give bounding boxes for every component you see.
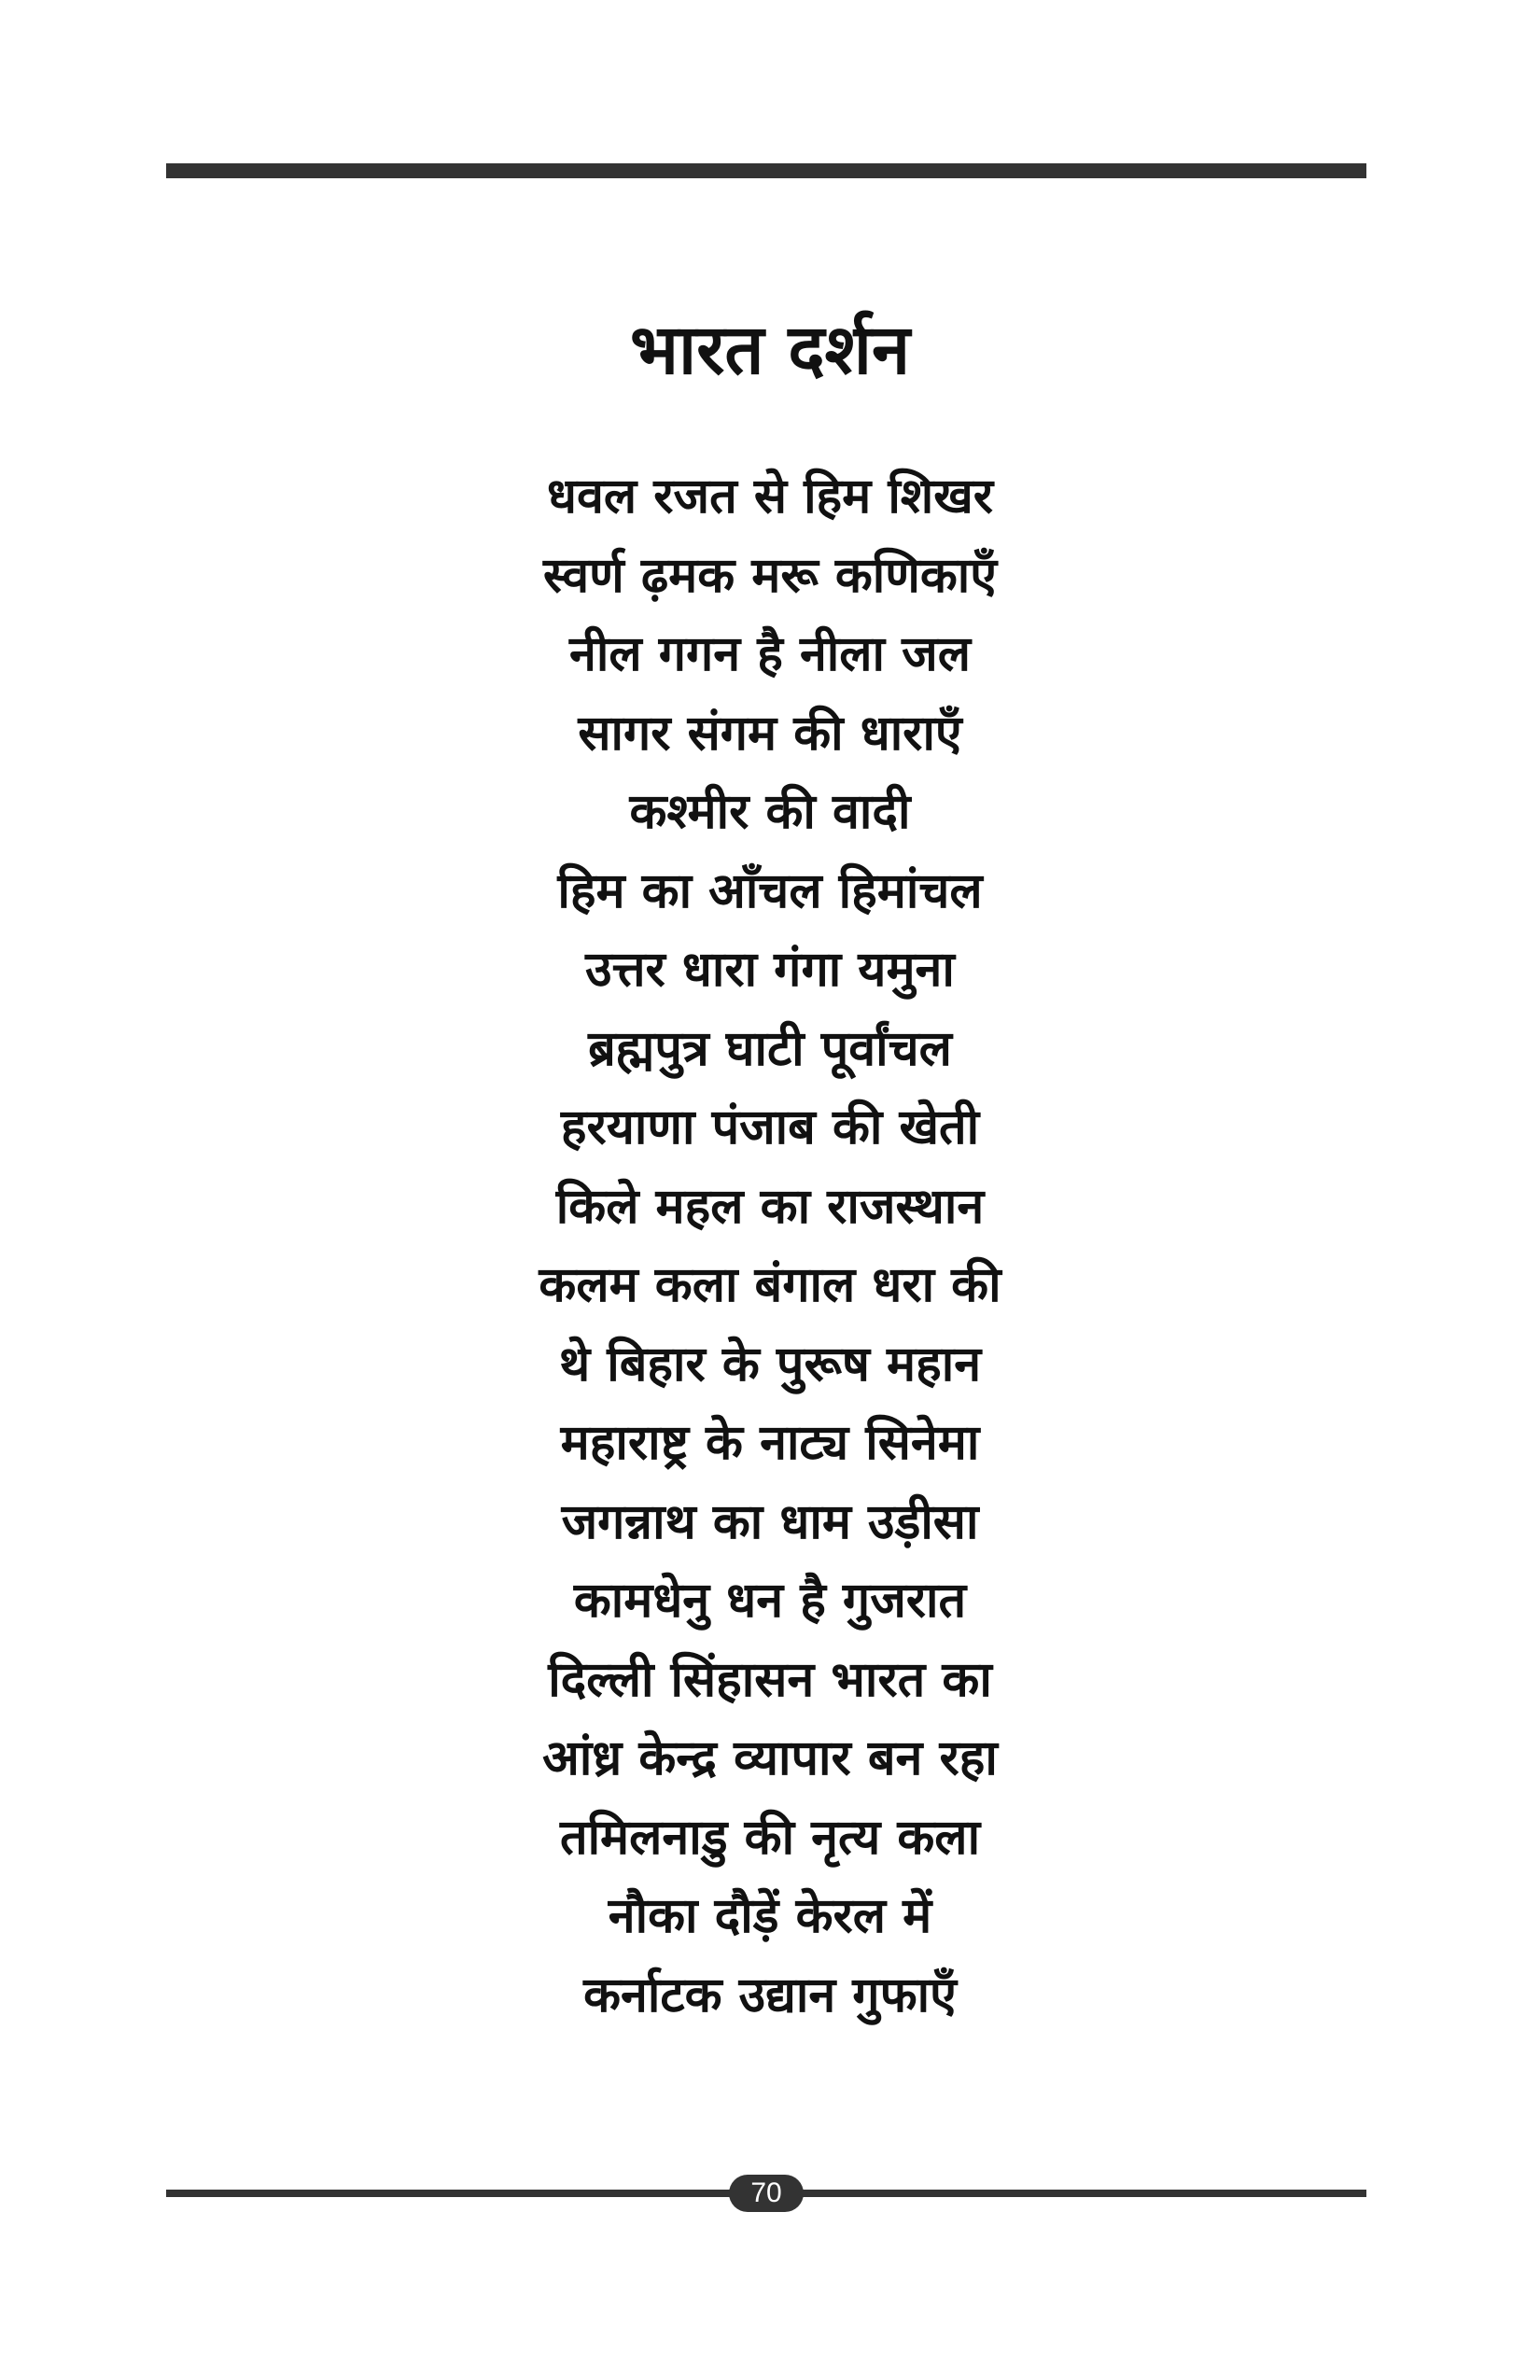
top-rule [166, 163, 1366, 178]
poem-line: नील गगन है नीला जल [569, 626, 971, 682]
poem-line: ब्रह्मपुत्र घाटी पूर्वांचल [588, 1020, 952, 1077]
page-footer [166, 2165, 1366, 2221]
poem-line: महाराष्ट्र के नाट्य सिनेमा [560, 1415, 980, 1471]
poem-line: थे बिहार के पुरूष महान [558, 1336, 982, 1393]
poem-title: भारत दर्शन [629, 310, 911, 390]
poem-line: नौका दौड़ें केरल में [608, 1888, 932, 1944]
poem-line: कामधेनु धन है गुजरात [573, 1573, 967, 1629]
poem-line: उत्तर धारा गंगा यमुना [585, 942, 955, 998]
poem-line: कलम कला बंगाल धरा की [539, 1257, 1001, 1313]
poem-body [0, 457, 1540, 2035]
poem-line: कर्नाटक उद्यान गुफाएँ [583, 1967, 957, 2023]
page-number-badge: 70 [729, 2175, 804, 2212]
poem-line: आंध्र केन्द्र व्यापार बन रहा [542, 1730, 998, 1786]
poem-line: सागर संगम की धाराएँ [578, 705, 962, 762]
poem-line: हिम का आँचल हिमांचल [557, 862, 983, 919]
poem-line: तमिलनाडु की नृत्य कला [559, 1809, 981, 1866]
poem-line: कश्मीर की वादी [629, 784, 911, 840]
poem-line: जगन्नाथ का धाम उड़ीसा [561, 1493, 979, 1550]
poem-line: स्वर्ण ढ़मक मरू कणिकाएँ [542, 547, 997, 604]
poem-line: किले महल का राजस्थान [555, 1178, 985, 1235]
poem-line: धवल रजत से हिम शिखर [546, 469, 993, 525]
poem-line: दिल्ली सिंहासन भारत का [548, 1651, 992, 1708]
poem-line: हरयाणा पंजाब की खेती [560, 1099, 980, 1155]
